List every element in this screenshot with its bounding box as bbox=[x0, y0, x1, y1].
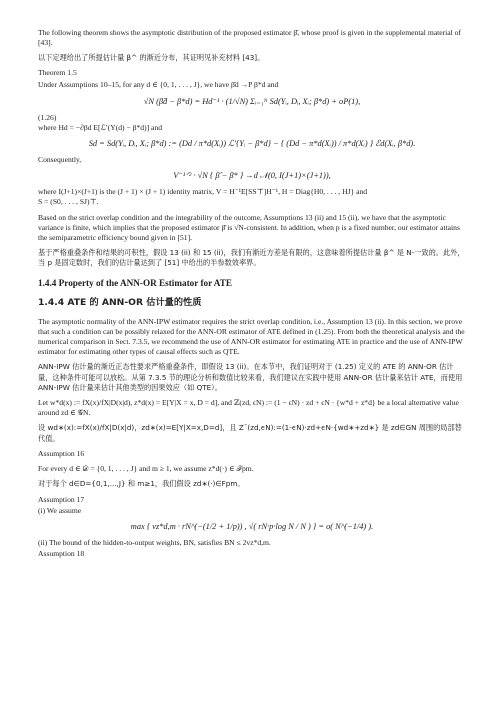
equation-score: Sd = Sd(Yᵢ, Dᵢ, Xᵢ; β*d) := (Dd / π*d(Xᵢ)) ℒ′{Yᵢ − β*d} − { (Dd − π*d(Xᵢ)) / π*d(Xᵢ) } ℰd(Xᵢ, β*d). bbox=[88, 138, 416, 148]
paragraph-intro-cn: 以下定理给出了所提估计量 β^ 的渐近分布，其证明见补充材料 [43]。 bbox=[38, 53, 265, 63]
assumption-17-i: (i) We assume bbox=[38, 505, 82, 515]
paragraph-let: Let w*d(x) := fX(x)/fX|D(x|d), z*d(x) = E[Y|X = x, D = d], and ℤ(zd, ϵN) := (1 − ϵN) · zd + ϵN · {w*d + z*d} be a local alternative value around zd ∈ 𝒢N. bbox=[38, 398, 459, 418]
assumption-16-text: For every d ∈ 𝒟 = {0, 1, . . . , J} and m ≥ 1, we assume z*d(·) ∈ ℱpm. bbox=[38, 464, 254, 474]
assumption-17-ii: (ii) The bound of the hidden-to-output weights, BN, satisfies BN ≤ 2vz*d,m. bbox=[38, 537, 271, 547]
where-identity: where I(J+1)×(J+1) is the (J + 1) × (J + 1) identity matrix, V = H⁻¹E[SS⊤]H⁻¹, H = Diag{H0, . . . , HJ} and S = (S0, . . . , SJ)⊤. bbox=[38, 186, 368, 206]
section-heading-cn: 1.4.4 ATE 的 ANN-OR 估计量的性质 bbox=[38, 296, 202, 308]
assumption-16-cn: 对于每个 d∈D={0,1,...,J} 和 m≥1，我们假设 zd∗(·)∈Fpm。 bbox=[38, 479, 245, 489]
consequently: Consequently, bbox=[38, 154, 82, 164]
section-heading: 1.4.4 Property of the ANN-OR Estimator for ATE bbox=[38, 277, 233, 288]
theorem-text: Under Assumptions 10–15, for any d ∈ {0, 1, . . . , J}, we have β̂d →P β*d and bbox=[38, 80, 279, 90]
assumption-16-title: Assumption 16 bbox=[38, 449, 85, 459]
equation-asymptotic-expansion: √N (β̂d − β*d) = Hd⁻¹ · (1/√N) Σᵢ₌₁ᴺ Sd(Yᵢ, Dᵢ, Xᵢ; β*d) + oP(1), bbox=[143, 96, 361, 106]
paragraph-ann-or: The asymptotic normality of the ANN-IPW estimator requires the strict overlap condition, i.e., Assumption 13 (ii). In this section, we prove that such a condition can be possibly relaxed for the ANN-OR estimator of ATE defined in (1.25). From both the theoretical analysis and the numerical comparison in Sect. 7.3.5, we recommend the use of ANN-OR estimator for estimating ATE in practice and the use of ANN-IPW estimator for estimating other types of causal effects such as QTE. bbox=[38, 317, 465, 357]
paragraph-let-cn: 设 wd∗(x):=fX(x)/fX|D(x|d)，zd∗(x)=E[Y|X=x,D=d]，且 Z¯(zd,ϵN):=(1-ϵN)·zd+ϵN·{wd∗+zd∗} 是 zd∈GN 周围的局部替代值。 bbox=[38, 423, 462, 443]
assumption-17-title: Assumption 17 bbox=[38, 494, 85, 504]
paragraph-variance: Based on the strict overlap condition and the integrability of the outcome, Assumptions 13 (ii) and 15 (ii), we have that the asymptotic variance is finite, which implies that the proposed estimator β̂ is √N-consistent. In addition, when p is a fixed number, our estimator attains the semiparametric efficiency bound given in [51]. bbox=[38, 212, 460, 242]
paragraph-intro: The following theorem shows the asymptotic distribution of the proposed estimator β̂, whose proof is given in the supplemental material of [43]. bbox=[38, 28, 461, 48]
equation-rate-condition: max { vz*d,m · rN^(−(1/2 + 1/p)) , √( rN·p·log N / N ) } = o( N^(−1/4) ). bbox=[130, 521, 374, 531]
equation-number: (1.26) bbox=[38, 112, 57, 122]
where-hd: where Hd = −∂βd E[ℒ′(Y(d) − β*d)] and bbox=[38, 122, 163, 132]
theorem-title: Theorem 1.5 bbox=[38, 68, 77, 78]
paragraph-ann-or-cn: ANN-IPW 估计量的渐近正态性要求严格重叠条件，即假设 13 (ii)。在本节中，我们证明对于 (1.25) 定义的 ATE 的 ANN-OR 估计量，这种条件可能可以放松。从第 7.3.5 节的理论分析和数值比较来看，我们建议在实践中使用 ANN-OR 估计量来估计 ATE，而使用 ANN-IPW 估计量来估计其他类型的因果效应（如 QTE）。 bbox=[38, 362, 463, 392]
equation-normality: V⁻¹ᐟ² · √N { β̂ − β* } →d 𝒩(0, I(J+1)×(J+1)), bbox=[173, 170, 331, 180]
paragraph-variance-cn: 基于严格重叠条件和结果的可积性，假设 13 (ii) 和 15 (ii)，我们有渐近方差是有限的，这意味着所提估计量 β^ 是 N-一致的。此外，当 p 是固定数时，我们的估计量达到了 [51] 中给出的半参数效率界。 bbox=[38, 247, 465, 268]
assumption-18-title: Assumption 18 bbox=[38, 548, 85, 558]
where-s: S = (S0, . . . , SJ)⊤. bbox=[38, 196, 99, 206]
